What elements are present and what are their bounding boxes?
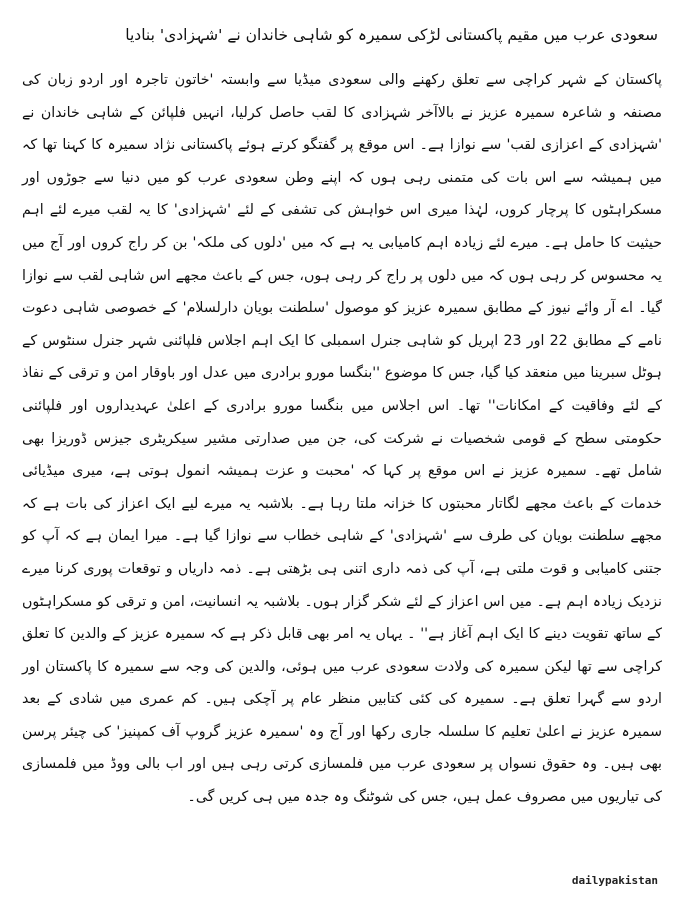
source-watermark: dailypakistan xyxy=(571,874,658,887)
article-body: پاکستان کے شہر کراچی سے تعلق رکھنے والی سعودی میڈیا سے وابستہ 'خاتون تاجرہ اور اردو زبان کی مصنفہ و شاعرہ سمیرہ عزیز نے بالاآخر شہزادی کا لقب حاصل کرلیا، انہیں فلپائن کے شاہی خاندان نے 'شہزادی کے اعزازی لقب' سے نوازا ہے۔ اس موقع پر گفتگو کرتے ہوئے پاکستانی نژاد سمیرہ کا کہنا تھا کہ میں ہمیشہ سے اس بات کی متمنی رہی ہوں کہ اپنے وطن سعودی عرب کو میں دنیا سے جوڑوں اور مسکراہٹوں کا پرچار کروں، لہٰذا میری اس خواہش کی تشفی کے لئے 'شہزادی' کا یہ لقب میرے لئے اہم حیثیت کا حامل ہے۔ میرے لئے زیادہ اہم کامیابی یہ ہے کہ میں 'دلوں کی ملکہ' بن کر راج کروں اور آج میں یہ محسوس کر رہی ہوں کہ میں دلوں پر راج کر رہی ہوں، جس کے باعث مجھے اس شاہی لقب سے نوازا گیا۔ اے آر وائے نیوز کے مطابق سمیرہ عزیز کو موصول 'سلطنت بویان دارلسلام' کے خصوصی شاہی دعوت نامے کے مطابق 22 اور 23 اپریل کو شاہی جنرل اسمبلی کا ایک اہم اجلاس فلپائنی شہر جنرل سنٹوس کے ہوٹل سبرینا میں منعقد کیا گیا، جس کا موضوع ''بنگسا مورو برادری میں عدل اور باوقار امن و ترقی کے نفاذ کے لئے وفاقیت کے امکانات'' تھا۔ اس اجلاس میں بنگسا مورو برادری کے اعلیٰ عہدیداروں اور فلپائنی حکومتی سطح کے قومی شخصیات نے شرکت کی، جن میں صدارتی مشیر سیکریٹری جیزس ڈوریزا بھی شامل تھے۔ سمیرہ عزیز نے اس موقع پر کہا کہ 'محبت و عزت ہمیشہ انمول ہوتی ہے، میری میڈیائی خدمات کے باعث مجھے لگاتار محبتوں کا خزانہ ملتا رہا ہے۔ بلاشبہ یہ میرے لیے ایک اعزاز کی بات ہے کہ مجھے سلطنت بویان کی طرف سے 'شہزادی' کے شاہی خطاب سے نوازا گیا ہے۔ میرا ایمان ہے کہ آپ کو جتنی کامیابی و قوت ملتی ہے، آپ کی ذمہ داری اتنی ہی بڑھتی ہے۔ ذمہ داریاں و توقعات پوری کرنا میرے نزدیک زیادہ اہم ہے۔ میں اس اعزاز کے لئے شکر گزار ہوں۔ بلاشبہ یہ انسانیت، امن و ترقی کو مسکراہٹوں کے ساتھ تقویت دینے کا ایک اہم آغاز ہے'' ۔ یہاں یہ امر بھی قابل ذکر ہے کہ سمیرہ عزیز کے والدین کا تعلق کراچی سے تھا لیکن سمیرہ کی ولادت سعودی عرب میں ہوئی، والدین کی وجہ سے سمیرہ کا پاکستان اور اردو سے گہرا تعلق ہے۔ سمیرہ کی کئی کتابیں منظر عام پر آچکی ہیں۔ کم عمری میں شادی کے بعد سمیرہ عزیز نے اعلیٰ تعلیم کا سلسلہ جاری رکھا اور آج وہ 'سمیرہ عزیز گروپ آف کمپنیز' کی چیئر پرسن بھی ہیں۔ وہ حقوق نسواں پر سعودی عرب میں فلمسازی کرتی رہی ہیں اور اب بالی ووڈ میں فلمسازی کی تیاریوں میں مصروف عمل ہیں، جس کی شوٹنگ وہ جدہ میں ہی کریں گی۔ xyxy=(22,72,662,806)
article xyxy=(22,20,662,814)
article-headline: سعودی عرب میں مقیم پاکستانی لڑکی سمیرہ کو شاہی خاندان نے 'شہزادی' بنادیا xyxy=(125,26,658,44)
